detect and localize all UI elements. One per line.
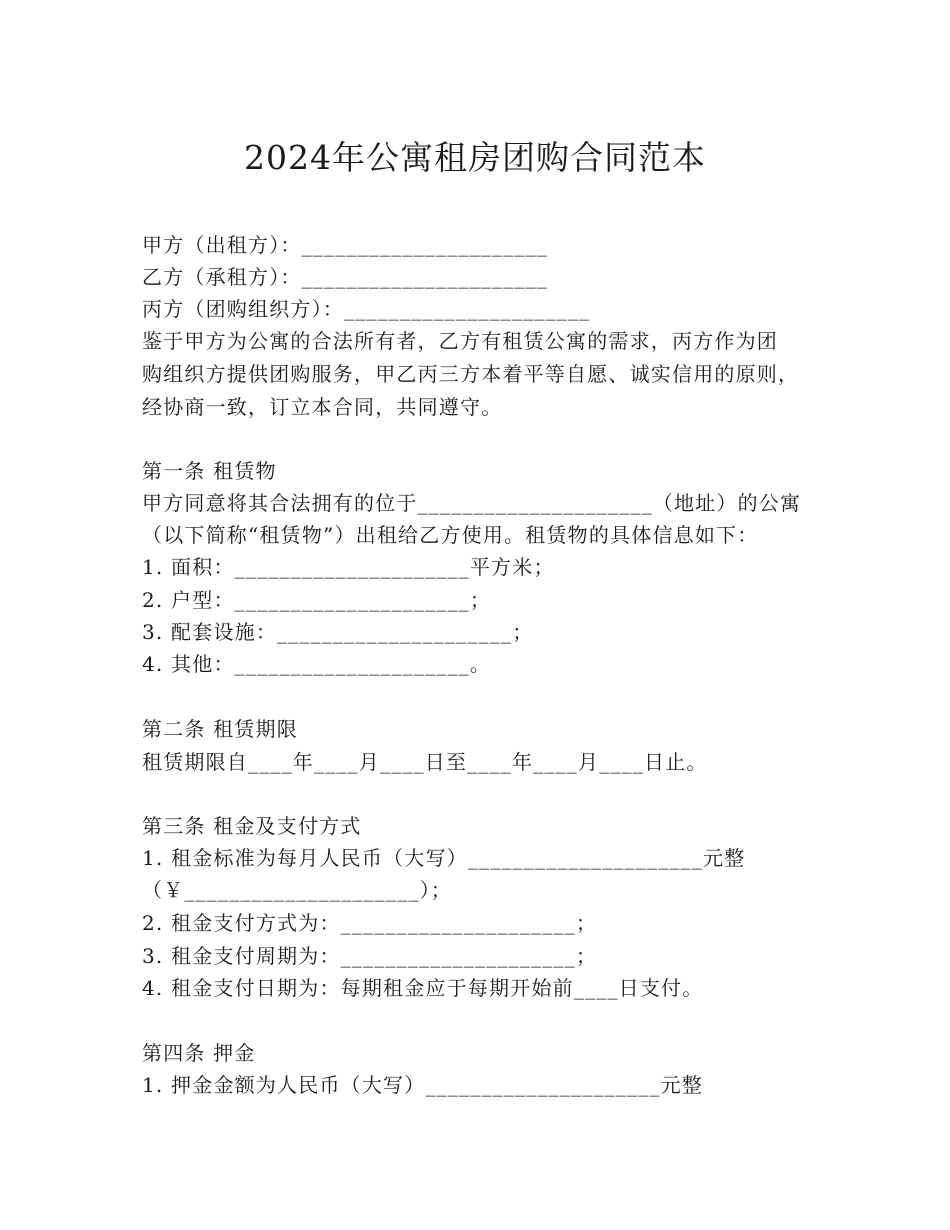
document-title: 2024年公寓租房团购合同范本 — [244, 138, 706, 177]
article1-line: 甲方同意将其合法拥有的位于_____________________（地址）的公寓 — [142, 491, 802, 515]
article1-item: 4. 其他：_____________________。 — [142, 652, 492, 676]
article4-item: 1. 押金金额为人民币（大写）_____________________元整 — [142, 1073, 704, 1097]
article4-heading: 第四条 押金 — [142, 1041, 256, 1065]
article3-line: （￥_____________________）； — [142, 878, 452, 902]
preamble-line: 鉴于甲方为公寓的合法所有者，乙方有租赁公寓的需求，丙方作为团 — [142, 329, 778, 353]
article1-line: （以下简称“租赁物”）出租给乙方使用。租赁物的具体信息如下： — [142, 523, 759, 547]
article3-item: 3. 租金支付周期为：_____________________； — [142, 944, 598, 968]
article1-heading: 第一条 租赁物 — [142, 459, 277, 483]
preamble-line: 经协商一致，订立本合同，共同遵守。 — [142, 395, 503, 419]
article2-heading: 第二条 租赁期限 — [142, 717, 298, 741]
party-b-line: 乙方（承租方）：______________________ — [142, 265, 548, 289]
article1-item: 3. 配套设施：_____________________； — [142, 620, 534, 644]
party-c-line: 丙方（团购组织方）：______________________ — [142, 297, 591, 321]
preamble-line: 购组织方提供团购服务，甲乙丙三方本着平等自愿、诚实信用的原则， — [142, 362, 800, 386]
article3-heading: 第三条 租金及支付方式 — [142, 814, 362, 838]
article1-item: 2. 户型：_____________________； — [142, 588, 492, 612]
article3-item: 4. 租金支付日期为：每期租金应于每期开始前____日支付。 — [142, 976, 704, 1000]
party-a-line: 甲方（出租方）：______________________ — [142, 233, 548, 257]
article3-item: 1. 租金标准为每月人民币（大写）_____________________元整 — [142, 846, 746, 870]
article1-item: 1. 面积：_____________________平方米； — [142, 555, 555, 579]
article2-line: 租赁期限自____年____月____日至____年____月____日止。 — [142, 750, 708, 774]
article3-item: 2. 租金支付方式为：_____________________； — [142, 911, 598, 935]
